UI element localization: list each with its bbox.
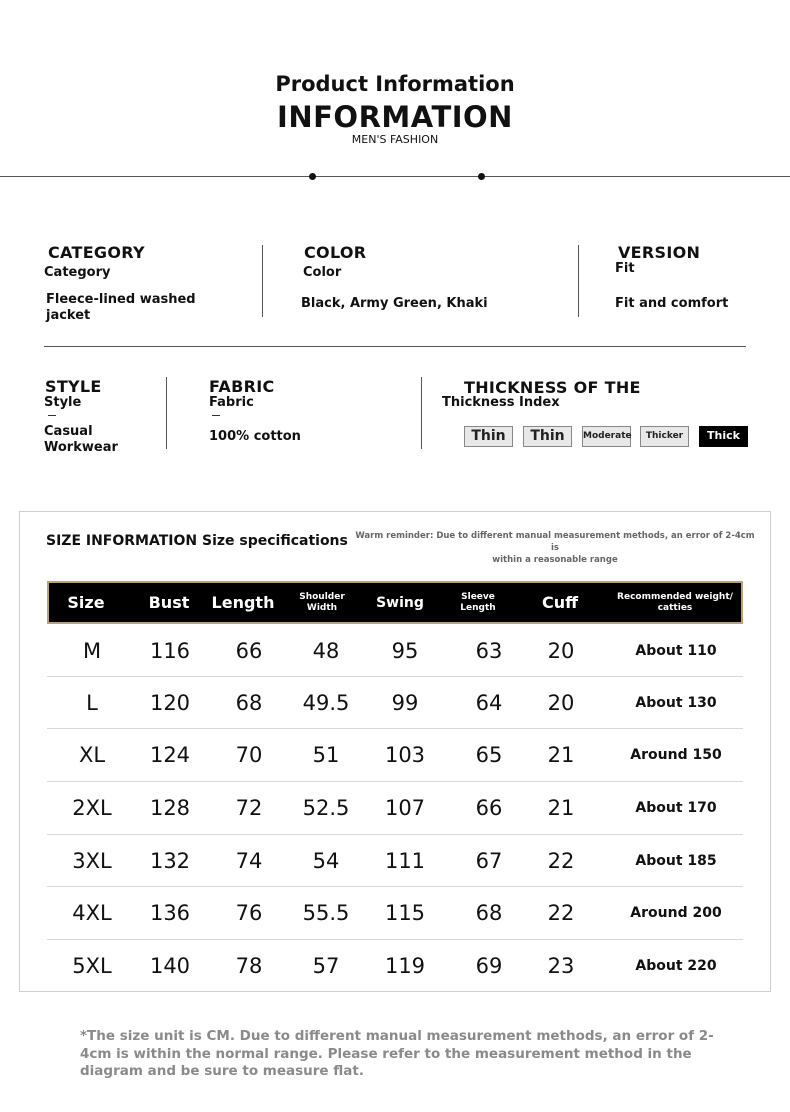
- info-divider: [262, 245, 263, 317]
- table-cell: 119: [384, 954, 426, 978]
- table-cell: 78: [235, 954, 263, 978]
- dash-mark: [212, 415, 220, 416]
- category-subtitle: Category: [44, 265, 111, 280]
- warm-reminder: [350, 530, 760, 566]
- table-cell: 95: [391, 639, 419, 663]
- style-value-line2: Workwear: [44, 440, 118, 455]
- divider-dot-right: [478, 173, 485, 180]
- table-cell: L: [86, 691, 98, 715]
- column-header: Size: [67, 593, 105, 612]
- table-cell: 66: [235, 639, 263, 663]
- thickness-option-thin: Thin: [523, 426, 572, 447]
- table-cell: M: [82, 639, 102, 663]
- column-header: Recommended weight/ catties: [617, 591, 733, 613]
- info-divider: [421, 377, 422, 449]
- table-cell: 48: [312, 639, 340, 663]
- table-cell: 55.5: [302, 901, 350, 925]
- table-cell: 21: [547, 796, 575, 820]
- table-cell: About 170: [635, 800, 717, 816]
- table-cell: 103: [384, 743, 426, 767]
- table-cell: 76: [235, 901, 263, 925]
- color-subtitle: Color: [303, 265, 342, 280]
- table-cell: 2XL: [72, 796, 112, 820]
- fabric-title: FABRIC: [209, 377, 275, 396]
- table-cell: 21: [547, 743, 575, 767]
- info-divider: [166, 377, 167, 449]
- table-row: [47, 625, 743, 677]
- column-header: Length: [211, 593, 275, 612]
- table-cell: 107: [384, 796, 426, 820]
- table-cell: 128: [149, 796, 191, 820]
- style-subtitle: Style: [44, 395, 82, 410]
- table-cell: 63: [475, 639, 503, 663]
- page-title: Product Information: [275, 72, 515, 96]
- table-cell: Around 150: [630, 747, 722, 763]
- table-cell: 3XL: [72, 849, 112, 873]
- table-row: [47, 782, 743, 834]
- table-row: [47, 887, 743, 939]
- table-cell: 99: [391, 691, 419, 715]
- size-heading: SIZE INFORMATION Size specifications: [46, 533, 348, 549]
- column-header: Sleeve Length: [460, 591, 496, 613]
- table-cell: XL: [78, 743, 106, 767]
- table-row: [47, 940, 743, 992]
- warm-reminder-line1: Warm reminder: Due to different manual measurement methods, an error of 2-4cm is: [355, 531, 755, 553]
- table-cell: 66: [475, 796, 503, 820]
- thickness-subtitle: Thickness Index: [442, 395, 560, 410]
- warm-reminder-line2: within a reasonable range: [492, 555, 618, 565]
- table-cell: 49.5: [302, 691, 350, 715]
- thickness-option-thicker: Thicker: [640, 426, 689, 447]
- section-divider: [44, 346, 746, 347]
- table-cell: 111: [384, 849, 426, 873]
- table-cell: 124: [149, 743, 191, 767]
- style-title: STYLE: [45, 377, 102, 396]
- table-cell: 54: [312, 849, 340, 873]
- thickness-option-thick-selected: Thick: [699, 426, 748, 447]
- table-cell: 4XL: [72, 901, 112, 925]
- table-cell: 115: [384, 901, 426, 925]
- table-cell: 52.5: [302, 796, 350, 820]
- table-cell: 74: [235, 849, 263, 873]
- info-divider: [578, 245, 579, 317]
- table-cell: 136: [149, 901, 191, 925]
- table-cell: 140: [149, 954, 191, 978]
- table-cell: About 185: [635, 853, 717, 869]
- color-value: Black, Army Green, Khaki: [301, 296, 488, 311]
- column-header: Swing: [376, 594, 424, 611]
- thickness-option-thin: Thin: [464, 426, 513, 447]
- footnote: *The size unit is CM. Due to different manual measurement methods, an error of 2-4cm is within the normal range. Please refer to the measurement method in the diagram and be sure to measure flat.: [80, 1028, 714, 1079]
- column-header: Shoulder Width: [299, 591, 345, 613]
- category-value: Fleece-lined washed jacket: [46, 292, 196, 323]
- table-cell: 116: [149, 639, 191, 663]
- table-cell: 64: [475, 691, 503, 715]
- table-row: [47, 835, 743, 887]
- style-value-line1: Casual: [44, 424, 93, 439]
- table-cell: 23: [547, 954, 575, 978]
- header-divider: [0, 176, 790, 177]
- table-row: [47, 729, 743, 781]
- thickness-title: THICKNESS OF THE: [464, 378, 641, 397]
- size-table-header: [47, 581, 743, 624]
- table-cell: 132: [149, 849, 191, 873]
- fabric-subtitle: Fabric: [209, 395, 254, 410]
- fabric-value: 100% cotton: [209, 429, 301, 444]
- dash-mark: [48, 415, 56, 416]
- thickness-option-moderate: Moderate: [582, 426, 631, 447]
- table-cell: 72: [235, 796, 263, 820]
- table-cell: 57: [312, 954, 340, 978]
- table-cell: 68: [235, 691, 263, 715]
- table-cell: 51: [312, 743, 340, 767]
- column-header: Cuff: [541, 593, 579, 612]
- table-cell: About 130: [635, 695, 717, 711]
- category-title: CATEGORY: [48, 243, 145, 262]
- table-cell: Around 200: [630, 905, 722, 921]
- table-cell: 5XL: [72, 954, 112, 978]
- version-title: VERSION: [618, 243, 701, 262]
- table-cell: 68: [475, 901, 503, 925]
- version-value: Fit and comfort: [615, 296, 729, 311]
- table-cell: 20: [547, 691, 575, 715]
- table-cell: 70: [235, 743, 263, 767]
- color-title: COLOR: [304, 243, 367, 262]
- table-cell: 120: [149, 691, 191, 715]
- page-subtitle: MEN'S FASHION: [351, 133, 439, 146]
- table-cell: 20: [547, 639, 575, 663]
- table-cell: 22: [547, 901, 575, 925]
- table-cell: About 220: [635, 958, 717, 974]
- table-cell: About 110: [635, 643, 717, 659]
- page-heading: INFORMATION: [277, 100, 513, 134]
- table-cell: 67: [475, 849, 503, 873]
- version-subtitle: Fit: [615, 261, 635, 276]
- table-row: [47, 677, 743, 729]
- column-header: Bust: [148, 593, 190, 612]
- divider-dot-left: [309, 173, 316, 180]
- table-cell: 69: [475, 954, 503, 978]
- table-cell: 65: [475, 743, 503, 767]
- table-cell: 22: [547, 849, 575, 873]
